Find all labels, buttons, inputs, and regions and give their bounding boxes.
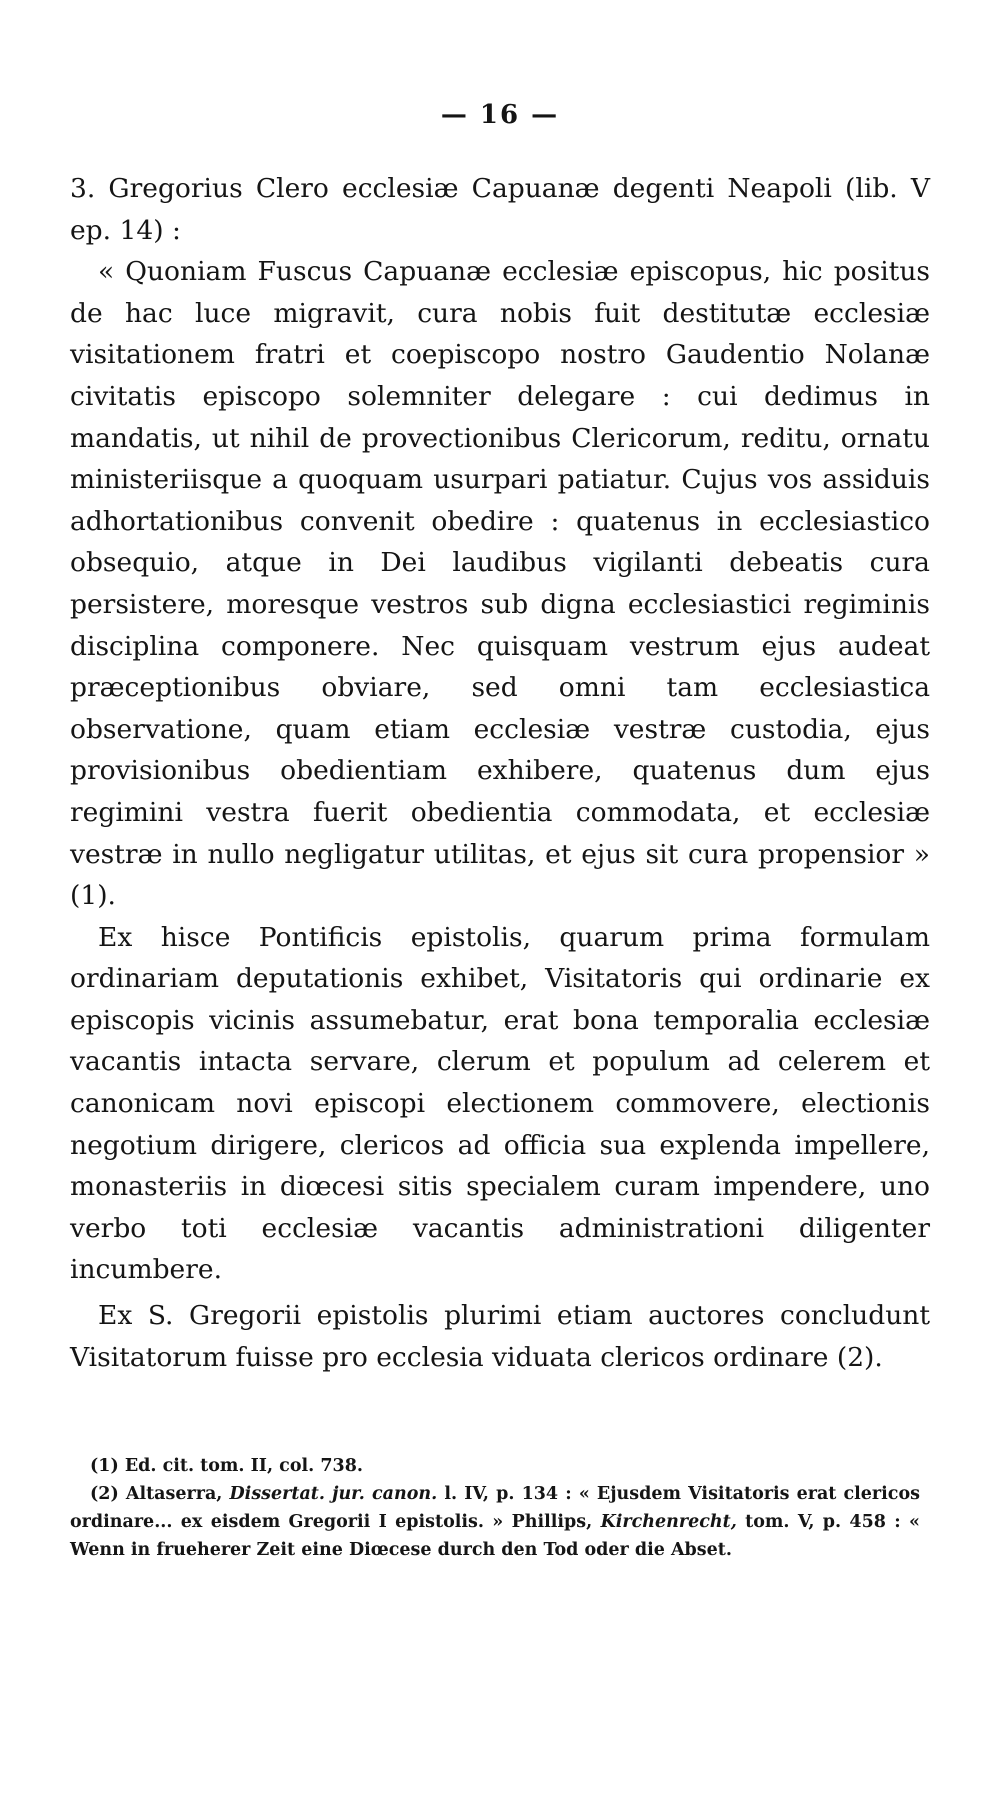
footnote-2-part: tom. V, p. 458 : « Wenn in frueherer Zeit eine Diœcese durch den Tod oder die Abset.: [70, 1512, 920, 1560]
footnote-2: [70, 1480, 920, 1564]
footnote-2-part: l. IV, p. 134 : « Ejusdem Visitatoris erat clericos ordinare... ex eisdem Gregorii I epistolis. » Phillips,: [70, 1484, 920, 1532]
footnote-1: (1) Ed. cit. tom. II, col. 738.: [90, 1456, 363, 1476]
paragraph-commentary: Ex hisce Pontificis epistolis, quarum prima formulam ordinariam deputationis exhibet, Visitatoris qui ordinarie ex episcopis vicinis assumebatur, erat bona temporalia ecclesiæ vacantis intacta servare, clerum et populum ad celerem et canonicam novi episcopi electionem commovere, electionis negotium dirigere, clericos ad officia sua explenda impellere, monasteriis in diœcesi sitis specialem curam impendere, uno verbo toti ecclesiæ vacantis administrationi diligenter incumbere.: [70, 921, 930, 1286]
footnote-2-work-title: Dissertat. jur. canon.: [229, 1484, 438, 1504]
paragraph-conclusion: Ex S. Gregorii epistolis plurimi etiam auctores concludunt Visitatorum fuisse pro ecclesia viduata clericos ordinare (2).: [70, 1300, 930, 1373]
main-text: [70, 168, 930, 1378]
paragraph-heading: 3. Gregorius Clero ecclesiæ Capuanæ degenti Neapoli (lib. V ep. 14) :: [70, 173, 930, 246]
footnote-2-work-title: Kirchenrecht,: [600, 1512, 737, 1532]
page-number: — 16 —: [440, 100, 560, 130]
footnote-2-part: (2) Altaserra,: [90, 1484, 230, 1504]
footnotes: [70, 1452, 920, 1564]
paragraph-quotation: « Quoniam Fuscus Capuanæ ecclesiæ episcopus, hic positus de hac luce migravit, cura nobis fuit destitutæ ecclesiæ visitationem fratri et coepiscopo nostro Gaudentio Nolanæ civitatis episcopo solemniter delegare : cui dedimus in mandatis, ut nihil de provectionibus Clericorum, reditu, ornatu ministeriisque a quoquam usurpari patiatur. Cujus vos assiduis adhortationibus convenit obedire : quatenus in ecclesiastico obsequio, atque in Dei laudibus vigilanti debeatis cura persistere, moresque vestros sub digna ecclesiastici regiminis disciplina componere. Nec quisquam vestrum ejus audeat præceptionibus obviare, sed omni tam ecclesiastica observatione, quam etiam ecclesiæ vestræ custodia, ejus provisionibus obedientiam exhibere, quatenus dum ejus regimini vestra fuerit obedientia commodata, et ecclesiæ vestræ in nullo negligatur utilitas, et ejus sit cura propensior » (1).: [70, 256, 930, 912]
